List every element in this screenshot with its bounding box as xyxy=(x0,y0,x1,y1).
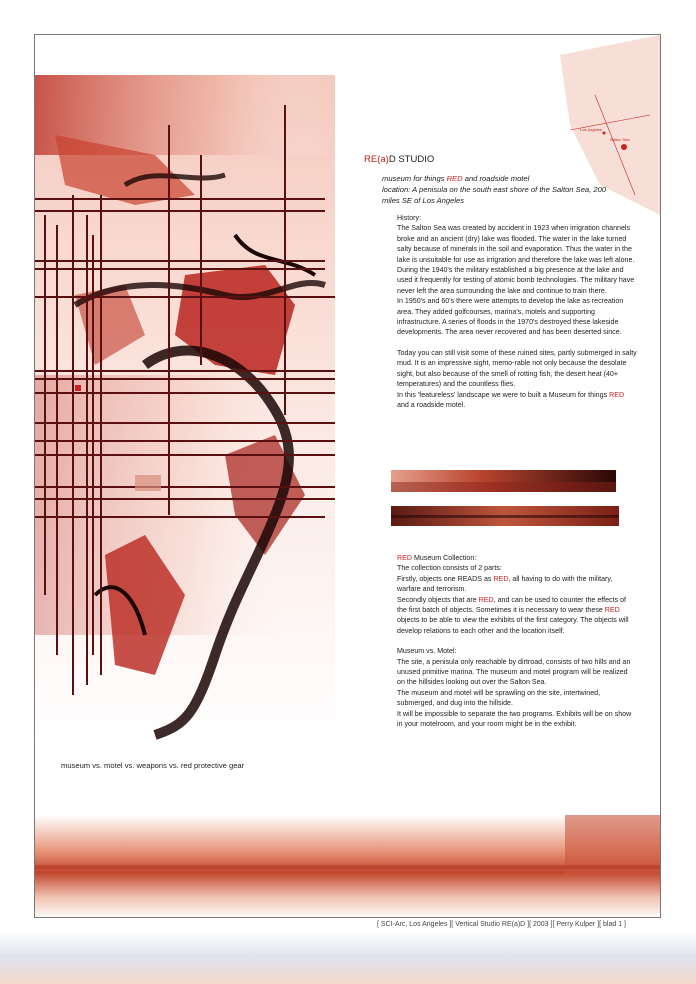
history-text: History: The Salton Sea was created by accident in 1923 when irrigration channels broke and an ancient (dry) lake was flooded. The water in the lake turned salty because of minerals in the soil and evaporation. Thus the water in the lake is unsuitable for use as irrigration and therefore the lake was left alone. During the 1940's the military established a big presence at the lake and used it frequently for testing of atomic bomb technologies. The military have never left the area surrounding the lake and continue to train there. In 1950's and 60's there were attempts to develop the lake as recreation area. They added golfcourses, marina's, motels and supporting infrastructure. A series of floods in the 1970's destroyed these lakeside developments. The area never recovered and has been deserted since. Today you can still visit some of these ruined sites, partly submerged in salty mud. It is an impressive sight, memo-rable not only because the desolate sight, but also because of the smell of rotting fish, the desert heat (40+ temperatures) and the countless flies. In this 'featureless' landscape we were to built a Museum for things RED and a roadside motel. xyxy=(397,214,637,409)
page-frame xyxy=(34,34,661,918)
collage-caption: museum vs. motel vs. weapons vs. red protective gear xyxy=(61,761,245,770)
photo-strip-top xyxy=(391,470,616,492)
map-label: Salton Sea xyxy=(610,137,630,142)
footer-credits: [ SCI-Arc, Los Angeles ][ Vertical Studio RE(a)D ][ 2003 ][ Perry Kulper ][ blad 1 ] xyxy=(377,921,627,928)
collection-text: RED Museum Collection: The collection consists of 2 parts: Firstly, objects one READS as RED, all having to do with the military, warfare and terrorism. Secondly objects that are RED, and can be used to counter the effects of the first batch of objects. Sometimes it is necessary to wear these RED objects to be able to view the exhibits of the first category. The objects will develop relations to each other and the location itself. Museum vs. Motel: The site, a penisula only reachable by dirtroad, consists of two hills and an unused primitive marina. The museum and motel program will be realized on the hillsides looking out over the Salton Sea. The museum and motel will be sprawling on the site, intertwined, submerged, and dug into the hillside. It will be impossible to separate the two programs. Exhibits will be on show in your motelroom, and your room might be in the exhibit. xyxy=(397,554,632,729)
studio-title: RE(a)D STUDIO xyxy=(364,154,435,165)
collage-artwork xyxy=(35,35,337,747)
project-subtitle: museum for things RED and roadside motel location: A penisula on the south east shore of the Salton Sea, 200 miles SE of Los Angeles xyxy=(382,174,607,205)
map-label: Los Angeles xyxy=(580,127,602,132)
footer-landscape xyxy=(0,930,696,984)
landscape-band xyxy=(35,805,661,918)
photo-strip-bottom xyxy=(391,506,619,526)
